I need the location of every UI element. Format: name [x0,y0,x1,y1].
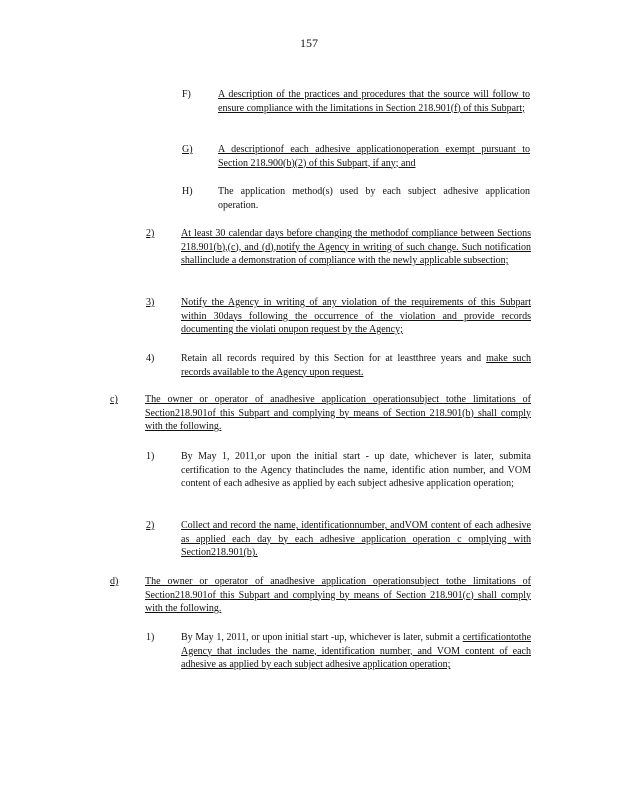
item-text: A descriptionof each adhesive applicationoperation exempt pursuant to Section 218.900(b)(2) of this Subpart, if any; and [218,144,530,169]
item-text-plain: By May 1, 2011, or upon initial start -up, whichever is later, submit a [181,632,461,643]
item-text [181,352,531,379]
item-text-underlined: make such records available to the Agency upon request. [181,353,531,378]
item-text [181,296,531,337]
item-text: Collect and record the name, identificationnumber, andVOM content of each adhesive as applied each day by each adhesive application operation c omplying with Section218.901(b). [181,520,531,558]
item-text: By May 1, 2011,or upon the initial start - up date, whichever is later, submita certification to the Agency thatincludes the name, identific ation number, and VOM content of each adhesive as applied by each subject adhesive application operation; [181,451,531,489]
item-text-plain: Retain all records required by this Section for at leastthree years and [181,353,482,364]
item-label: 2) [146,228,155,239]
item-label: 4) [146,353,155,364]
item-label: c) [110,394,118,405]
item-text [145,575,531,616]
item-label: 2) [146,520,155,531]
item-text: The application method(s) used by each subject adhesive application operation. [218,186,530,211]
item-text: A description of the practices and procedures that the source will follow to ensure compliance with the limitations in Section 218.901(f) of this Subpart; [218,89,530,114]
item-label: G) [182,144,193,155]
item-text-content: Notify the Agency in writing of any violation of the requirements of this Subpart within 30days following the occurrence of the violation and provide records documenting the violati onupon request by the Agency; [181,297,531,335]
item-text-underlined: certificationtothe Agency that includes the name, identification number, and VOM content of each adhesive as applied by each subject adhesive application operation; [181,632,532,670]
item-text: The owner or operator of anadhesive application operationsubject tothe limitations of Section218.901of this Subpart and complying by means of Section 218.901(b) shall comply with the following. [145,394,531,432]
item-text [181,631,531,672]
item-text: At least 30 calendar days before changing the methodof compliance between Sections 218.901(b),(c), and (d),notify the Agency in writing of such change. Such notification shallinclude a demonstration of compliance with the newly applicable subsection; [181,228,531,266]
item-label: 1) [146,451,155,462]
page-number: 157 [300,36,318,50]
item-label: H) [182,186,193,197]
item-label: 1) [146,632,155,643]
item-label: 3) [146,297,155,308]
item-text-content: The owner or operator of anadhesive application operationsubject tothe limitations of Section218.901of this Subpart and complying by means of Section 218.901(c) shall comply with the following. [145,576,531,614]
item-label: d) [110,576,119,587]
item-label: F) [182,89,191,100]
